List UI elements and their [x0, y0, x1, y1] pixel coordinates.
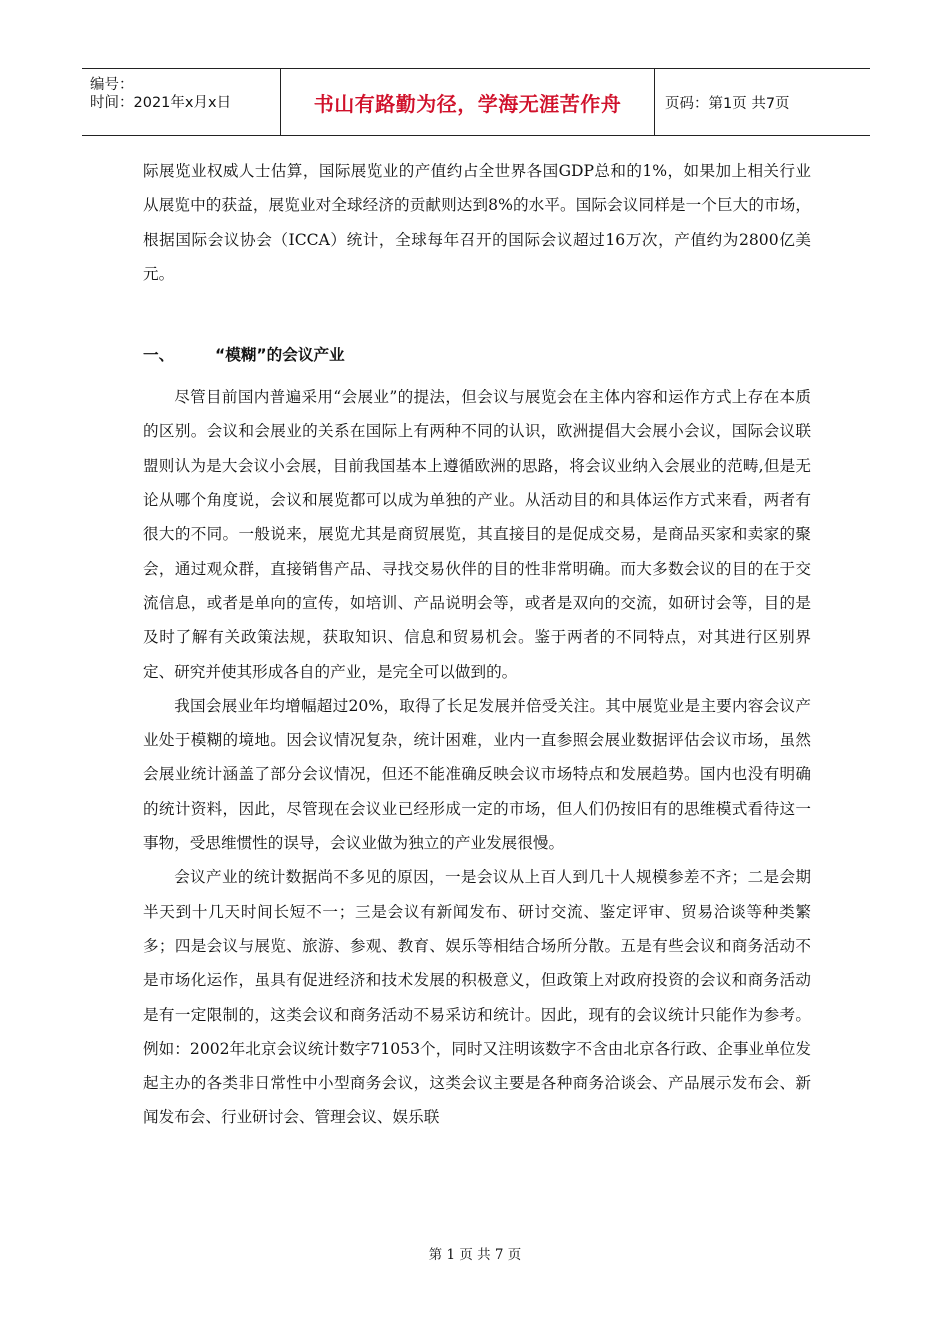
body-paragraph-1: 尽管目前国内普遍采用“会展业”的提法，但会议与展览会在主体内容和运作方式上存在本质的区别。会议和会展业的关系在国际上有两种不同的认识，欧洲提倡大会展小会议，国际会议联盟则认为是大会议小会展，目前我国基本上遵循欧洲的思路，将会议业纳入会展业的范畴,但是无论从哪个角度说，会议和展览都可以成为单独的产业。从活动目的和具体运作方式来看，两者有很大的不同。一般说来，展览尤其是商贸展览，其直接目的是促成交易，是商品买家和卖家的聚会，通过观众群，直接销售产品、寻找交易伙伴的目的性非常明确。而大多数会议的目的在于交流信息，或者是单向的宣传，如培训、产品说明会等，或者是双向的交流，如研讨会等，目的是及时了解有关政策法规，获取知识、信息和贸易机会。鉴于两者的不同特点，对其进行区别界定、研究并使其形成各自的产业，是完全可以做到的。	[143, 388, 811, 681]
body-paragraph-3: 会议产业的统计数据尚不多见的原因，一是会议从上百人到几十人规模参差不齐；二是会期半天到十几天时间长短不一；三是会议有新闻发布、研讨交流、鉴定评审、贸易洽谈等种类繁多；四是会议与展览、旅游、参观、教育、娱乐等相结合场所分散。五是有些会议和商务活动不是市场化运作，虽具有促进经济和技术发展的积极意义，但政策上对政府投资的会议和商务活动是有一定限制的，这类会议和商务活动不易采访和统计。因此，现有的会议统计只能作为参考。例如：2002年北京会议统计数字71053个，同时又注明该数字不含由北京各行政、企事业单位发起主办的各类非日常性中小型商务会议，这类会议主要是各种商务洽谈会、产品展示发布会、新闻发布会、行业研讨会、管理会议、娱乐联	[143, 868, 811, 1127]
document-body	[143, 154, 811, 1135]
section-heading	[143, 338, 811, 372]
header-page-info: 页码：第1页 共7页	[665, 95, 790, 112]
header-page-cell	[655, 69, 870, 135]
intro-paragraph: 际展览业权威人士估算，国际展览业的产值约占全世界各国GDP总和的1%，如果加上相关行业从展览中的获益，展览业对全球经济的贡献则达到8%的水平。国际会议同样是一个巨大的市场，根据国际会议协会（ICCA）统计，全球每年召开的国际会议超过16万次，产值约为2800亿美元。	[143, 162, 811, 283]
document-header	[82, 68, 870, 136]
header-motto: 书山有路勤为径，学海无涯苦作舟	[313, 91, 622, 116]
header-meta-cell	[82, 69, 281, 135]
page-footer: 第 1 页 共 7 页	[428, 1247, 522, 1263]
document-date-label: 时间：2021年x月x日	[90, 95, 232, 111]
section-number: 一、	[143, 346, 175, 365]
body-paragraph-2: 我国会展业年均增幅超过20%，取得了长足发展并倍受关注。其中展览业是主要内容会议产业处于模糊的境地。因会议情况复杂，统计困难，业内一直参照会展业数据评估会议市场，虽然会展业统计涵盖了部分会议情况，但还不能准确反映会议市场特点和发展趋势。国内也没有明确的统计资料，因此，尽管现在会议业已经形成一定的市场，但人们仍按旧有的思维模式看待这一事物，受思维惯性的误导，会议业做为独立的产业发展很慢。	[143, 696, 811, 853]
header-motto-cell	[281, 69, 655, 135]
section-title: “模糊”的会议产业	[215, 346, 345, 365]
document-number-label: 编号：	[90, 77, 134, 93]
